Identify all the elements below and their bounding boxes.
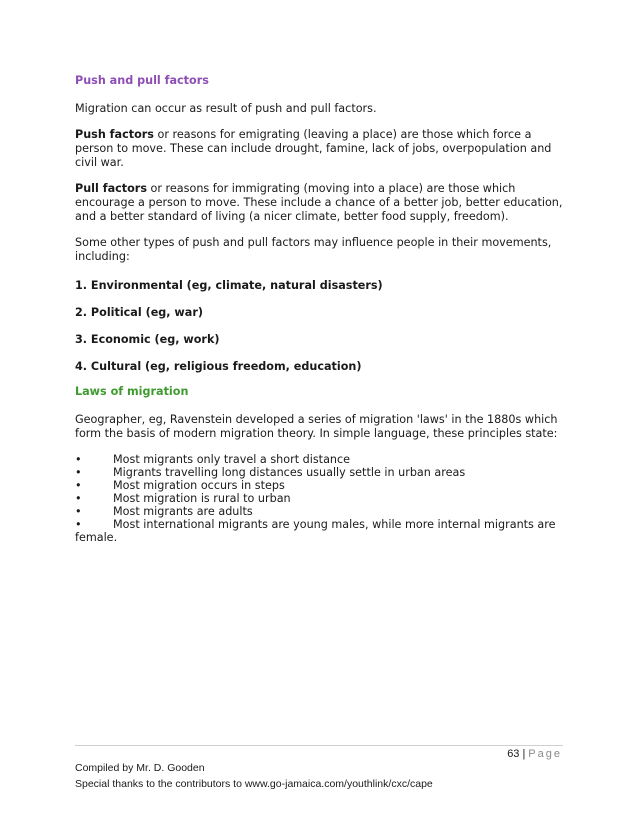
list-item: • Most international migrants are young males, while more internal migrants are female. xyxy=(75,518,556,544)
type-economic: 3. Economic (eg, work) xyxy=(75,333,220,346)
bullet-icon: • xyxy=(75,466,82,479)
list-item: • Most migrants are adults xyxy=(75,505,253,518)
list-item: • Most migrants only travel a short distance xyxy=(75,453,351,466)
pull-factors-paragraph xyxy=(75,182,565,224)
push-factors-text: or reasons for emigrating (leaving a place) are those which force a person to move. These can include drought, famine, lack of jobs, overpopulation and civil war. xyxy=(75,128,552,169)
page-number-value: 63 xyxy=(507,748,520,760)
push-factors-paragraph xyxy=(75,128,565,170)
pull-factors-term: Pull factors xyxy=(75,182,147,195)
page-footer xyxy=(75,760,433,792)
type-political: 2. Political (eg, war) xyxy=(75,306,203,319)
heading-push-pull: Push and pull factors xyxy=(75,74,209,87)
type-environmental: 1. Environmental (eg, climate, natural disasters) xyxy=(75,279,383,292)
page-number xyxy=(507,748,562,760)
footer-thanks: Special thanks to the contributors to www.go-jamaica.com/youthlink/cxc/cape xyxy=(75,778,433,790)
list-item: • Most migration occurs in steps xyxy=(75,479,285,492)
page-word: Page xyxy=(528,748,562,760)
intro-paragraph: Migration can occur as result of push and pull factors. xyxy=(75,102,377,115)
footer-compiled-by: Compiled by Mr. D. Gooden xyxy=(75,762,205,774)
pull-factors-text: or reasons for immigrating (moving into a place) are those which encourage a person to move. These include a chance of a better job, better education, and a better standard of living (a nicer climate, better food supply, freedom). xyxy=(75,182,563,223)
page-number-separator: | xyxy=(522,748,526,760)
other-types-paragraph: Some other types of push and pull factors may influence people in their movements, including: xyxy=(75,236,552,263)
bullet-icon: • xyxy=(75,479,82,492)
laws-intro-paragraph: Geographer, eg, Ravenstein developed a series of migration 'laws' in the 1880s which form the basis of modern migration theory. In simple language, these principles state: xyxy=(75,413,558,440)
type-cultural: 4. Cultural (eg, religious freedom, education) xyxy=(75,360,362,373)
list-item: • Most migration is rural to urban xyxy=(75,492,291,505)
bullet-icon: • xyxy=(75,505,82,518)
bullet-icon: • xyxy=(75,518,82,531)
bullet-icon: • xyxy=(75,453,82,466)
footer-divider xyxy=(75,745,563,746)
heading-laws-of-migration: Laws of migration xyxy=(75,385,189,398)
document-body xyxy=(75,74,565,544)
laws-list xyxy=(75,453,565,544)
push-factors-term: Push factors xyxy=(75,128,154,141)
list-item: • Migrants travelling long distances usually settle in urban areas xyxy=(75,466,466,479)
bullet-icon: • xyxy=(75,492,82,505)
